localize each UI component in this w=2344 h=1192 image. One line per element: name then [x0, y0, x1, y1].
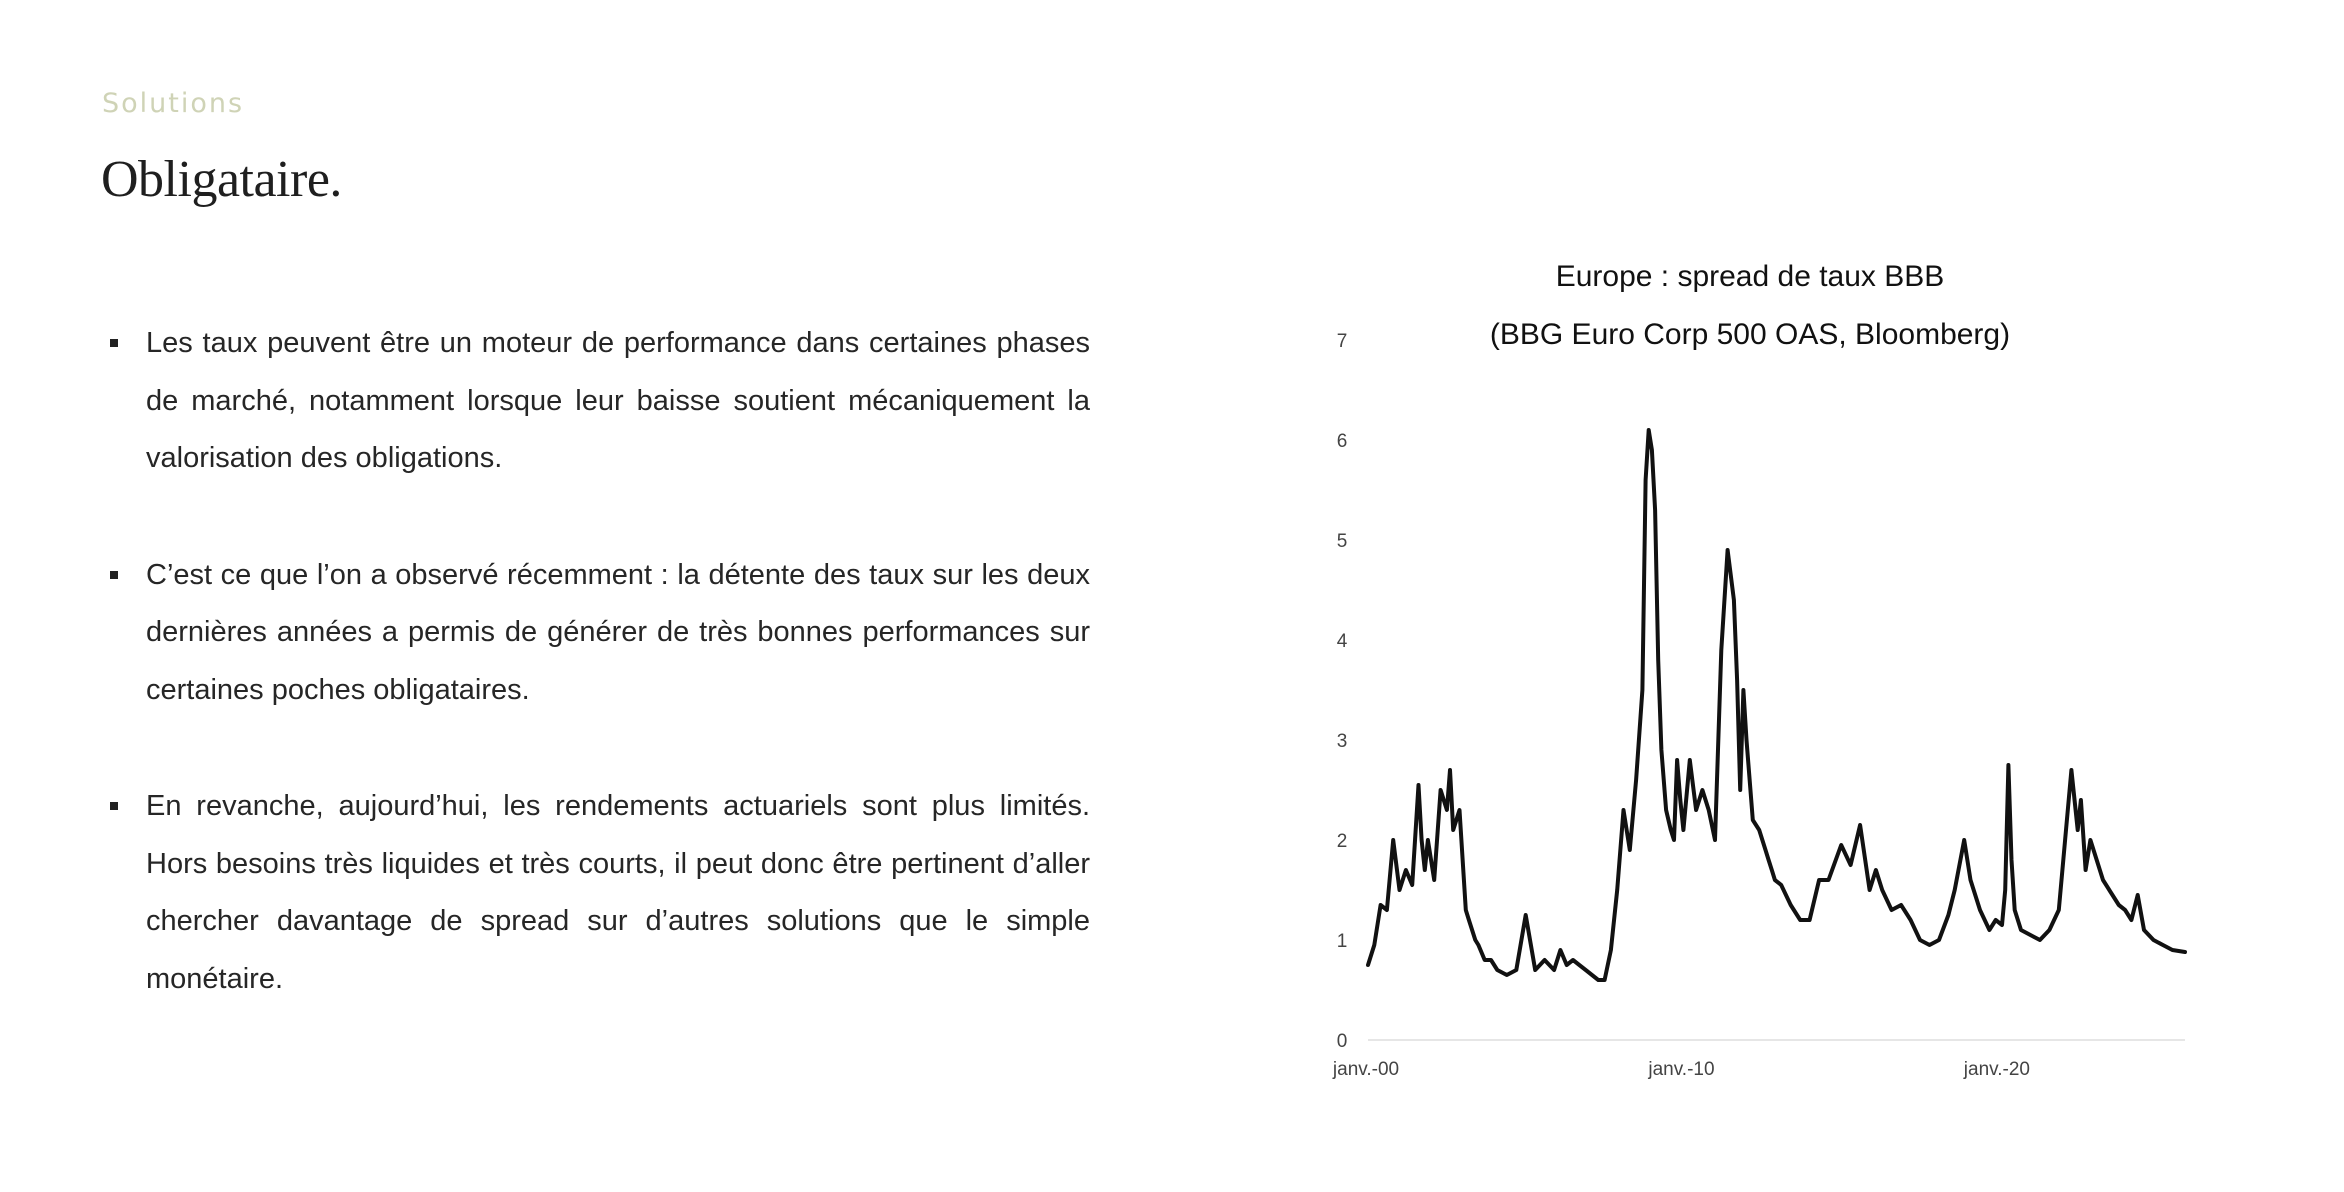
y-tick-label: 2: [1336, 831, 1348, 852]
series-line: [1368, 430, 2185, 980]
x-tick-label: janv.-20: [1963, 1059, 2030, 1080]
chart-title: Europe : spread de taux BBB: [1555, 260, 1945, 293]
y-tick-label: 7: [1336, 331, 1348, 352]
x-tick-label: janv.-00: [1332, 1059, 1400, 1080]
bullet-text: En revanche, aujourd’hui, les rendements actuariels sont plus limités. Hors besoins très liquides et très courts, il peut donc être pertinent d’aller chercher davantage de spread sur d’autres solutions que le simple monétaire.: [146, 790, 1090, 995]
page-title: Obligataire.: [101, 151, 342, 208]
y-tick-label: 0: [1336, 1031, 1348, 1052]
section-kicker: Solutions: [102, 88, 245, 119]
series-layer: [1368, 430, 2185, 980]
axis-layer: [1332, 331, 2185, 1080]
y-tick-label: 4: [1336, 631, 1348, 652]
y-tick-label: 5: [1336, 531, 1348, 552]
y-tick-label: 6: [1336, 431, 1348, 452]
x-tick-label: janv.-10: [1648, 1059, 1715, 1080]
bullet-text: Les taux peuvent être un moteur de performance dans certaines phases de marché, notamment lorsque leur baisse soutient mécaniquement la valorisation des obligations.: [146, 327, 1090, 474]
y-tick-label: 1: [1336, 931, 1348, 952]
y-tick-label: 3: [1336, 731, 1348, 752]
chart-subtitle: (BBG Euro Corp 500 OAS, Bloomberg): [1489, 318, 2011, 351]
bullet-text: C’est ce que l’on a observé récemment : la détente des taux sur les deux dernières années a permis de générer de très bonnes performances sur certaines poches obligataires.: [146, 558, 1090, 706]
